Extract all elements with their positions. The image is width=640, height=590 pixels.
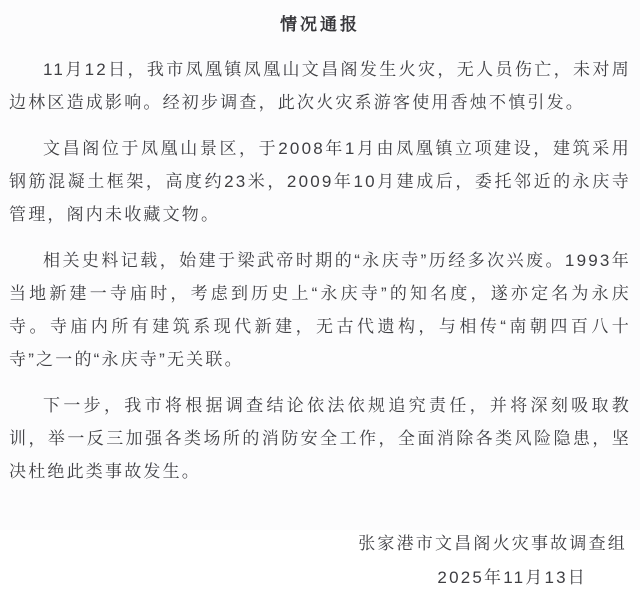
- signature-block: [9, 532, 631, 590]
- notice-body: [9, 53, 631, 488]
- notice-paragraph-4: 下一步，我市将根据调查结论依法依规追究责任，并将深刻吸取教训，举一反三加强各类场所的消防安全工作，全面消除各类风险隐患，坚决杜绝此类事故发生。: [9, 396, 631, 481]
- notice-title: 情况通报: [280, 15, 360, 34]
- notice-paragraph-3: 相关史料记载，始建于梁武帝时期的“永庆寺”历经多次兴废。1993年当地新建一寺庙时，考虑到历史上“永庆寺”的知名度，遂亦定名为永庆寺。寺庙内所有建筑系现代新建，无古代遗构，与相传“南朝四百八十寺”之一的“永庆寺”无关联。: [9, 251, 631, 369]
- signature-line: 张家港市文昌阁火灾事故调查组: [358, 534, 627, 553]
- notice-paragraph-1: 11月12日，我市凤凰镇凤凰山文昌阁发生火灾，无人员伤亡，未对周边林区造成影响。经初步调查，此次火灾系游客使用香烛不慎引发。: [9, 60, 631, 112]
- notice-paragraph-2: 文昌阁位于凤凰山景区，于2008年1月由凤凰镇立项建设，建筑采用钢筋混凝土框架，高度约23米，2009年10月建成后，委托邻近的永庆寺管理，阁内未收藏文物。: [9, 139, 631, 224]
- date-line: 2025年11月13日: [437, 568, 587, 587]
